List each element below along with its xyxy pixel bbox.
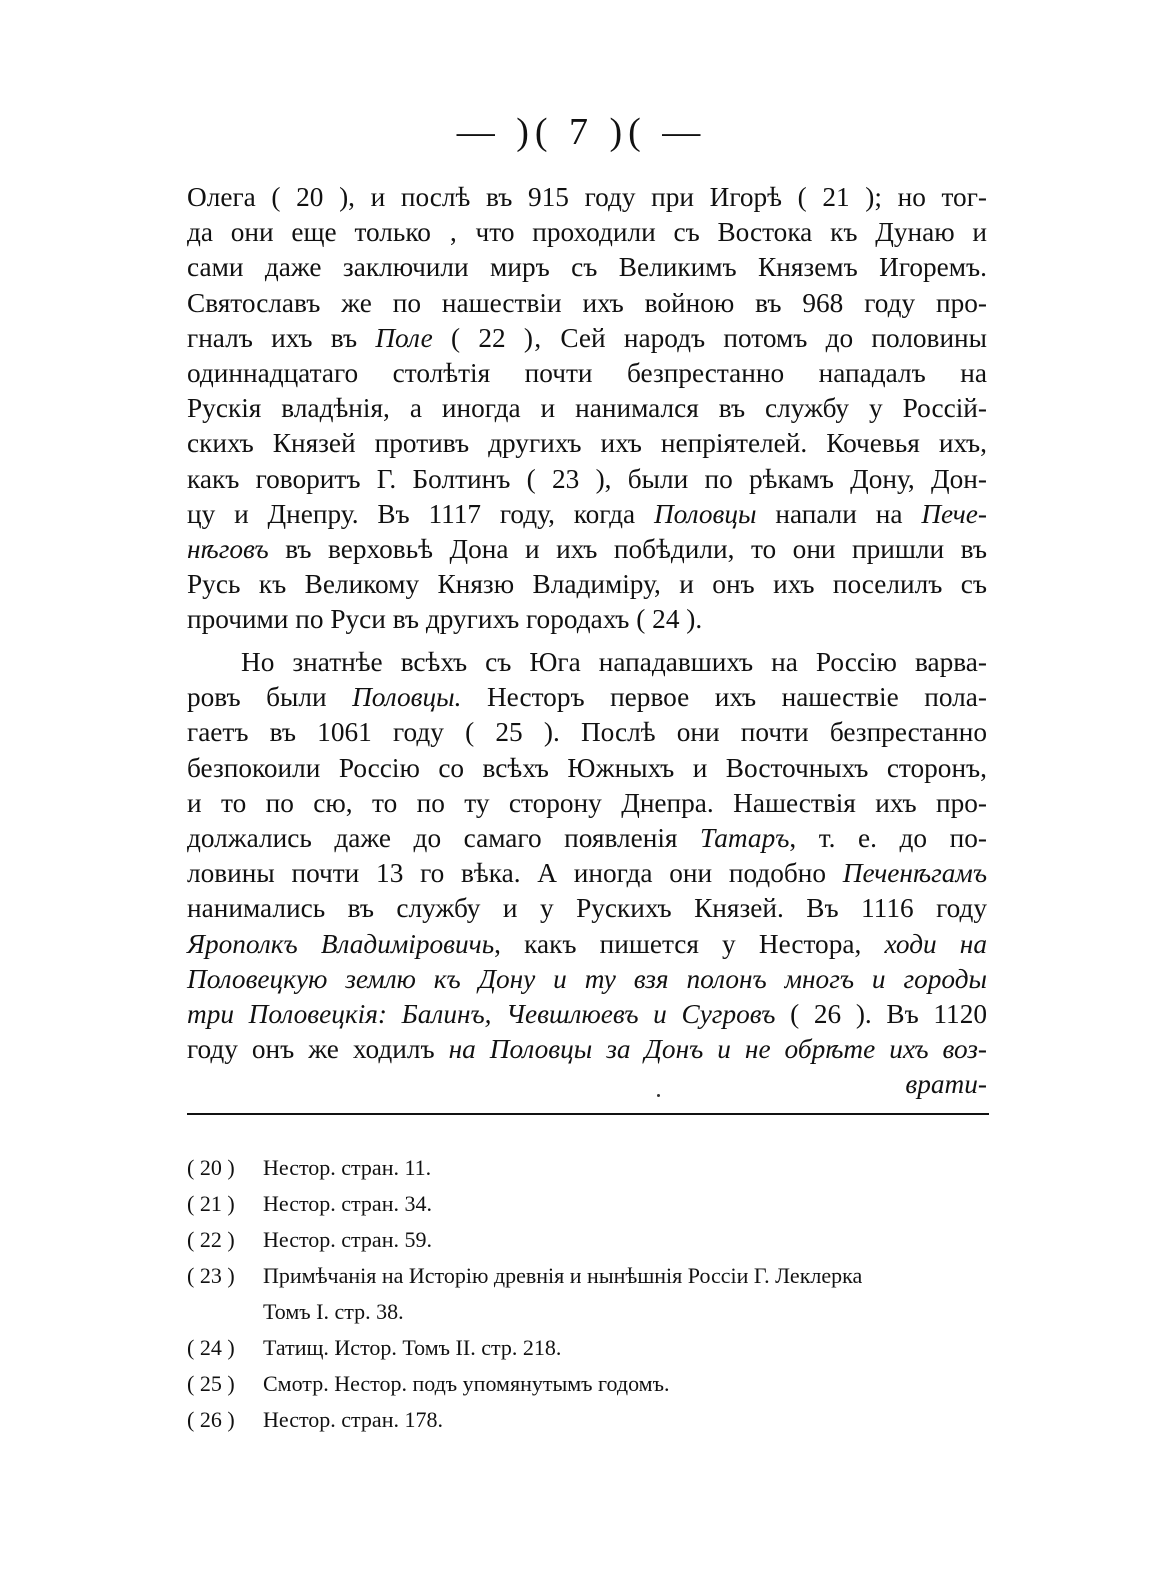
italic-text: нѣговъ — [187, 534, 269, 565]
footnote — [187, 1186, 989, 1222]
footnote — [187, 1366, 989, 1402]
text-line: Рускія владѣнія, а иногда и нанимался въ службу у Россій- — [187, 393, 987, 424]
footnote — [187, 1330, 989, 1366]
text-line: должались даже до самаго появленія Татаръ, т. е. до по- — [187, 823, 987, 854]
text-line: ровъ были Половцы. Несторъ первое ихъ нашествіе пола- — [187, 682, 987, 713]
paragraph-1 — [187, 180, 987, 638]
ink-speck — [657, 1094, 660, 1097]
footnote-text: Татищ. Истор. Томъ II. стр. 218. — [263, 1335, 562, 1360]
footnote-number: ( 20 ) — [187, 1155, 235, 1180]
footnote — [187, 1222, 989, 1258]
text-line: скихъ Князей противъ другихъ ихъ непріятелей. Кочевья ихъ, — [187, 428, 987, 459]
text-line: и то по сю, то по ту сторону Днепра. Нашествія ихъ про- — [187, 787, 987, 818]
text-line: Но знатнѣе всѣхъ съ Юга нападавшихъ на Россію варва- — [241, 647, 987, 677]
text-line: прочими по Руси въ другихъ городахъ ( 24 ). — [187, 604, 703, 635]
paragraph-2 — [187, 645, 987, 1103]
italic-text: Татаръ — [700, 823, 790, 854]
footnote-text: Нестор. стран. 11. — [263, 1155, 432, 1180]
italic-text: Половецкую землю къ Дону и ту взя полонъ многъ и городы — [187, 963, 987, 994]
footnote-number: ( 26 ) — [187, 1407, 235, 1432]
italic-text: Половцы. — [352, 682, 462, 713]
italic-text: на Половцы за Донъ и не обрѣте ихъ воз- — [448, 1034, 987, 1065]
text-line: сами даже заключили миръ съ Великимъ Княземъ Игоремъ. — [187, 252, 987, 283]
footnote-number: ( 25 ) — [187, 1371, 235, 1396]
footnote-text: Нестор. стран. 59. — [263, 1227, 432, 1252]
footnote — [187, 1258, 989, 1330]
footnote-text: Нестор. стран. 34. — [263, 1191, 432, 1216]
italic-text: Печенѣгамъ — [842, 858, 987, 889]
italic-text: Ярополкъ Владиміровичь — [187, 928, 495, 959]
footnote-text-continuation: Томъ I. стр. 38. — [263, 1299, 404, 1324]
text-line: Олега ( 20 ), и послѣ въ 915 году при Игорѣ ( 21 ); но тог- — [187, 182, 987, 212]
text-line: безпокоили Россію со всѣхъ Южныхъ и Восточныхъ сторонъ, — [187, 752, 987, 783]
text-line: нанимались въ службу и у Рускихъ Князей. Въ 1116 году — [187, 893, 987, 924]
text-line: да они еще только ‚ что проходили съ Востока къ Дунаю и — [187, 217, 987, 248]
footnote-number: ( 21 ) — [187, 1191, 235, 1216]
footnotes — [187, 1150, 989, 1438]
italic-text: Пече- — [921, 498, 988, 529]
text-line: ловины почти 13 го вѣка. А иногда они подобно Печенѣгамъ — [187, 858, 987, 889]
text-line: одиннадцатаго столѣтія почти безпрестанно нападалъ на — [187, 358, 987, 389]
footnote-text: Смотр. Нестор. подъ упомянутымъ годомъ. — [263, 1371, 670, 1396]
text-line: какъ говоритъ Г. Болтинъ ( 23 ), были по рѣкамъ Дону, Дон- — [187, 463, 987, 494]
italic-text: Половцы — [653, 498, 757, 529]
text-line: Святославъ же по нашествіи ихъ войною въ 968 году про- — [187, 287, 987, 318]
page-number-header: — )( 7 )( — — [456, 111, 707, 153]
text-line: три Половецкія: Балинъ, Чевшлюевъ и Сугровъ ( 26 ). Въ 1120 — [187, 999, 988, 1030]
italic-text: Поле — [375, 322, 433, 353]
catchword: врати- — [905, 1069, 987, 1100]
text-line: году онъ же ходилъ на Половцы за Донъ и не обрѣте ихъ воз- — [187, 1034, 987, 1065]
text-line: Ярополкъ Владиміровичь, какъ пишется у Нестора, ходи на — [187, 928, 988, 959]
footnote-text: Примѣчанія на Исторію древнія и нынѣшнія Россіи Г. Леклерка — [263, 1263, 863, 1288]
text-line: цу и Днепру. Въ 1117 году, когда Половцы напали на Пече- — [187, 498, 988, 529]
italic-text: три Половецкія: Балинъ, Чевшлюевъ и Сугровъ — [187, 999, 776, 1030]
footnote — [187, 1150, 989, 1186]
footnote-number: ( 22 ) — [187, 1227, 235, 1252]
footnote — [187, 1402, 989, 1438]
text-line: нѣговъ въ верховьѣ Дона и ихъ побѣдили, то они пришли въ — [187, 534, 987, 565]
footnote-number: ( 24 ) — [187, 1335, 235, 1360]
text-line: гаетъ въ 1061 году ( 25 ). Послѣ они почти безпрестанно — [187, 717, 987, 748]
italic-text: ходи на — [884, 928, 988, 959]
footnote-number: ( 23 ) — [187, 1263, 235, 1288]
footnote-divider — [187, 1113, 989, 1115]
footnote-text: Нестор. стран. 178. — [263, 1407, 443, 1432]
text-line: Русь къ Великому Князю Владиміру, и онъ ихъ поселилъ съ — [187, 569, 987, 600]
text-line: гналъ ихъ въ Поле ( 22 )‚ Сей народъ потомъ до половины — [187, 322, 988, 353]
text-line — [187, 962, 987, 997]
